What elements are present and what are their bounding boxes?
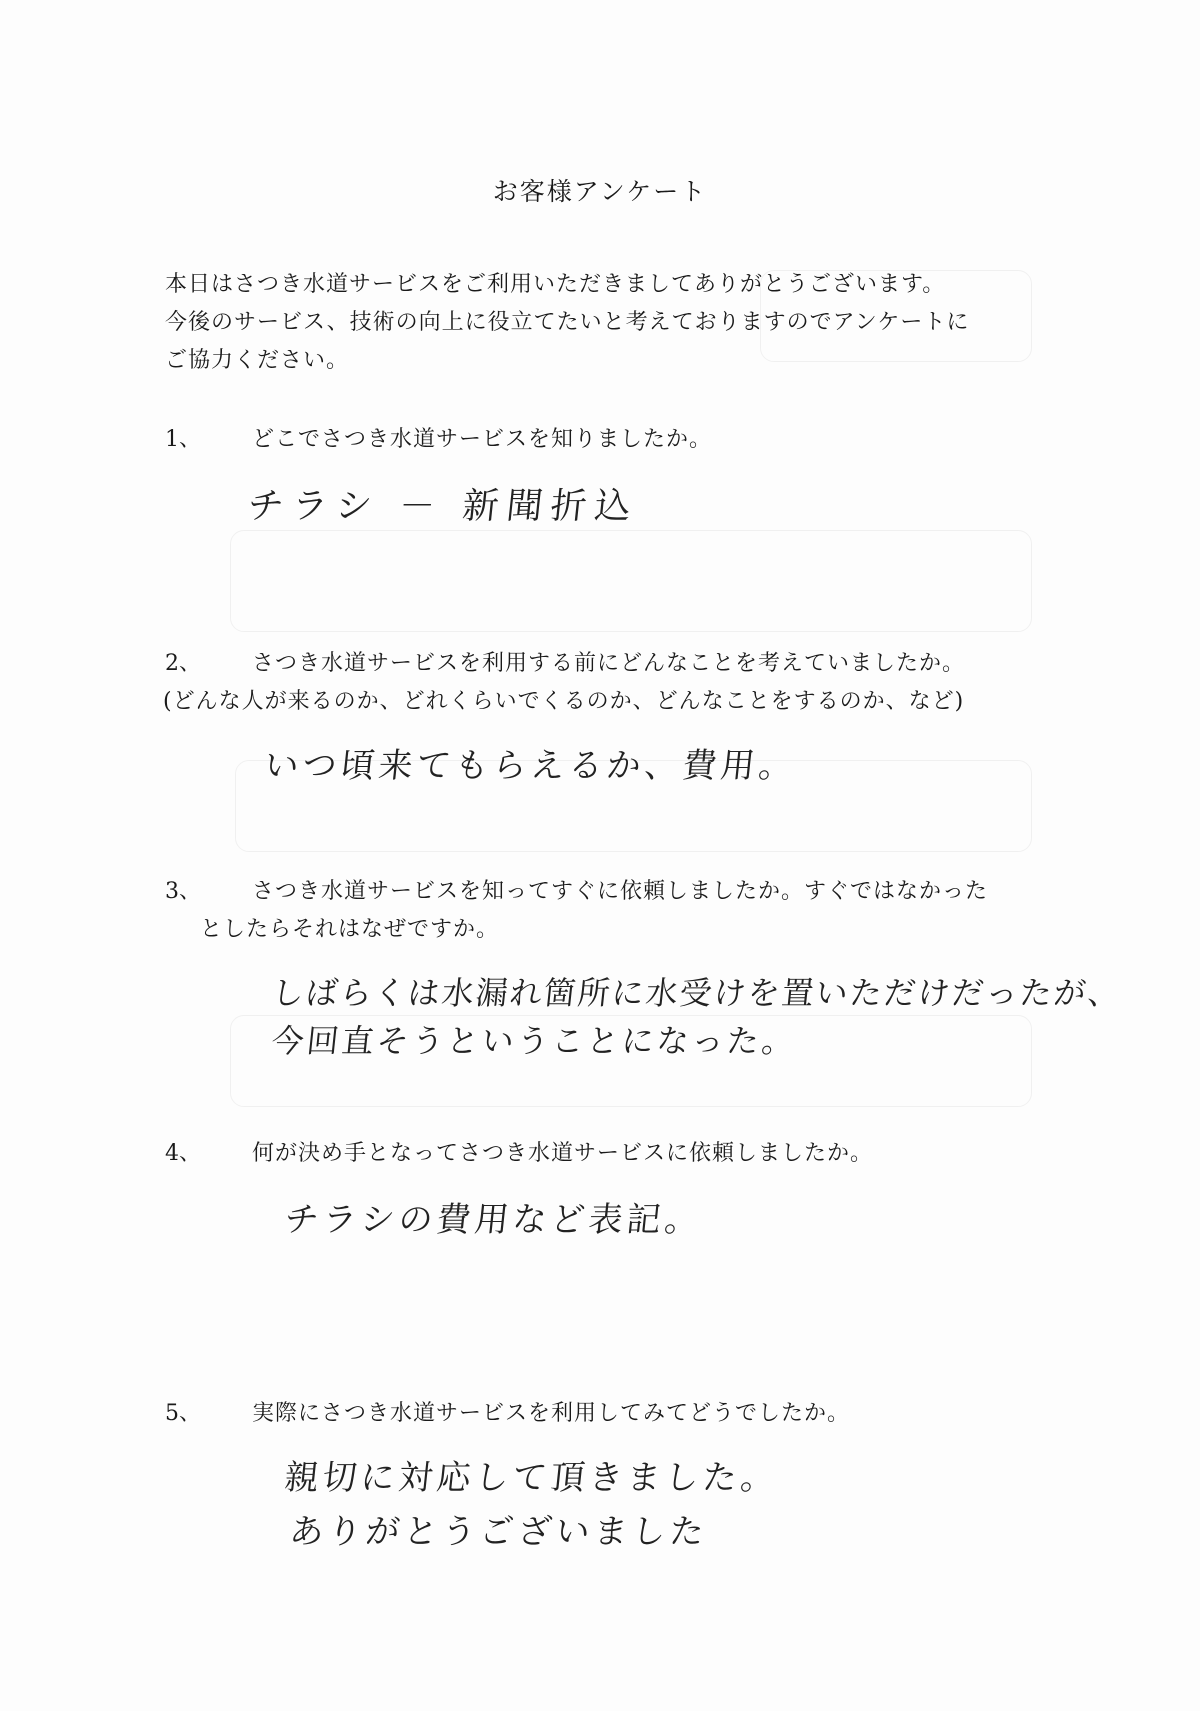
answer-5-line-2: ありがとうございました xyxy=(287,1512,710,1552)
question-2-text: さつき水道サービスを利用する前にどんなことを考えていましたか。 xyxy=(252,651,966,676)
question-3-number: 3、 xyxy=(165,879,201,904)
question-5-number: 5、 xyxy=(165,1401,201,1426)
intro-line: 本日はさつき水道サービスをご利用いただきましてありがとうございます。 xyxy=(165,272,946,297)
answer-3-line-1: しばらくは水漏れ箇所に水受けを置いただけだったが、 xyxy=(269,974,1124,1012)
question-2-subtext: (どんな人が来るのか、どれくらいでくるのか、どんなことをするのか、など) xyxy=(163,689,965,714)
intro-line: 今後のサービス、技術の向上に役立てたいと考えておりますのでアンケートに xyxy=(165,310,970,335)
survey-title: お客様アンケート xyxy=(492,177,708,206)
intro-paragraph xyxy=(165,266,1065,380)
intro-line: ご協力ください。 xyxy=(165,348,350,373)
question-1-text: どこでさつき水道サービスを知りましたか。 xyxy=(252,427,713,452)
question-3-text: さつき水道サービスを知ってすぐに依頼しましたか。すぐではなかった xyxy=(252,879,989,904)
bleed-through-box xyxy=(230,530,1032,632)
answer-3-line-2: 今回直そうということになった。 xyxy=(269,1022,799,1060)
answer-5-line-1: 親切に対応して頂きました。 xyxy=(282,1458,781,1498)
answer-2: いつ頃来てもらえるか、費用。 xyxy=(262,746,799,786)
question-4-number: 4、 xyxy=(165,1141,201,1166)
question-3-subtext: としたらそれはなぜですか。 xyxy=(200,917,500,942)
question-5-text: 実際にさつき水道サービスを利用してみてどうでしたか。 xyxy=(252,1401,851,1426)
question-2-number: 2、 xyxy=(165,651,201,676)
question-4-text: 何が決め手となってさつき水道サービスに依頼しましたか。 xyxy=(252,1141,874,1166)
answer-4: チラシの費用など表記。 xyxy=(282,1200,705,1240)
answer-1: チラシ － 新聞折込 xyxy=(245,486,641,527)
question-1-number: 1、 xyxy=(165,427,201,452)
